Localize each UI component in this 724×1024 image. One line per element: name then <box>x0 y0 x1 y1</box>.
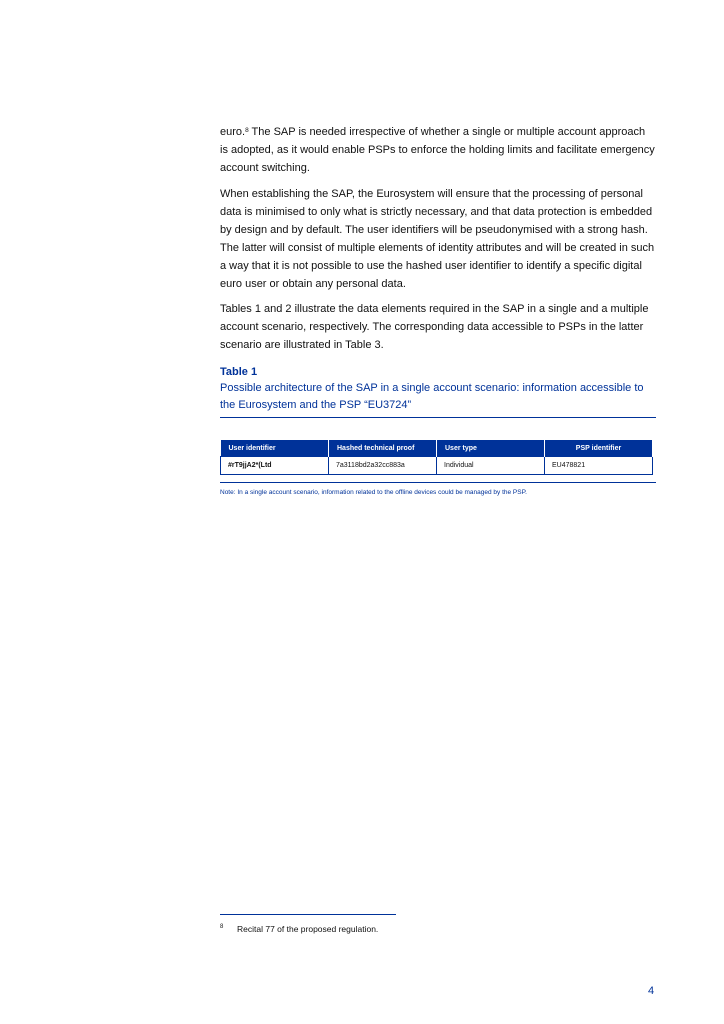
table-caption: Possible architecture of the SAP in a single account scenario: information accessible to the Eurosystem and the PSP “EU3724” <box>220 382 644 411</box>
caption-divider <box>220 417 656 418</box>
footnote-number: 8 <box>220 924 224 930</box>
table-bottom-divider <box>220 482 656 483</box>
sap-table <box>220 440 653 475</box>
paragraph-2: When establishing the SAP, the Eurosystem will ensure that the processing of personal data is minimised to only what is strictly necessary, and that data protection is embedded by design and by default. The user identifiers will be pseudonymised with a strong hash. The latter will consist of multiple elements of identity attributes and will be created in such a way that it is not possible to use the hashed user identifier to identify a specific digital euro user or obtain any personal data. <box>220 188 655 290</box>
table-header-row <box>221 440 653 457</box>
table-label: Table 1 <box>220 366 258 378</box>
cell-user-type: Individual <box>437 457 545 475</box>
header-user-identifier: User identifier <box>221 440 329 457</box>
paragraph-1-start: euro. <box>220 126 246 138</box>
paragraph-1-rest: The SAP is needed irrespective of whether a single or multiple account approach is adopted, as it would enable PSPs to enforce the holding limits and facilitate emergency account switching. <box>220 126 655 174</box>
footnote <box>220 924 378 934</box>
footnote-divider <box>220 914 396 915</box>
table-row <box>221 457 653 475</box>
footnote-ref-8[interactable]: 8 <box>245 127 249 134</box>
table-note: Note: In a single account scenario, information related to the offline devices could be managed by the PSP. <box>220 489 527 496</box>
header-psp-identifier: PSP identifier <box>545 440 653 457</box>
header-user-type: User type <box>437 440 545 457</box>
header-hashed-technical-proof: Hashed technical proof <box>329 440 437 457</box>
paragraph-1 <box>220 123 656 177</box>
footnote-text: Recital 77 of the proposed regulation. <box>237 924 379 934</box>
paragraph-3: Tables 1 and 2 illustrate the data elements required in the SAP in a single and a multiple account scenario, respectively. The corresponding data accessible to PSPs in the latter scenario are illustrated in Table 3. <box>220 303 649 351</box>
cell-psp-identifier: EU478821 <box>545 457 653 475</box>
cell-hashed-technical-proof: 7a3118bd2a32cc883a <box>329 457 437 475</box>
cell-user-identifier: #rT9jjA2*(Ltd <box>221 457 329 475</box>
page-number: 4 <box>648 985 655 997</box>
